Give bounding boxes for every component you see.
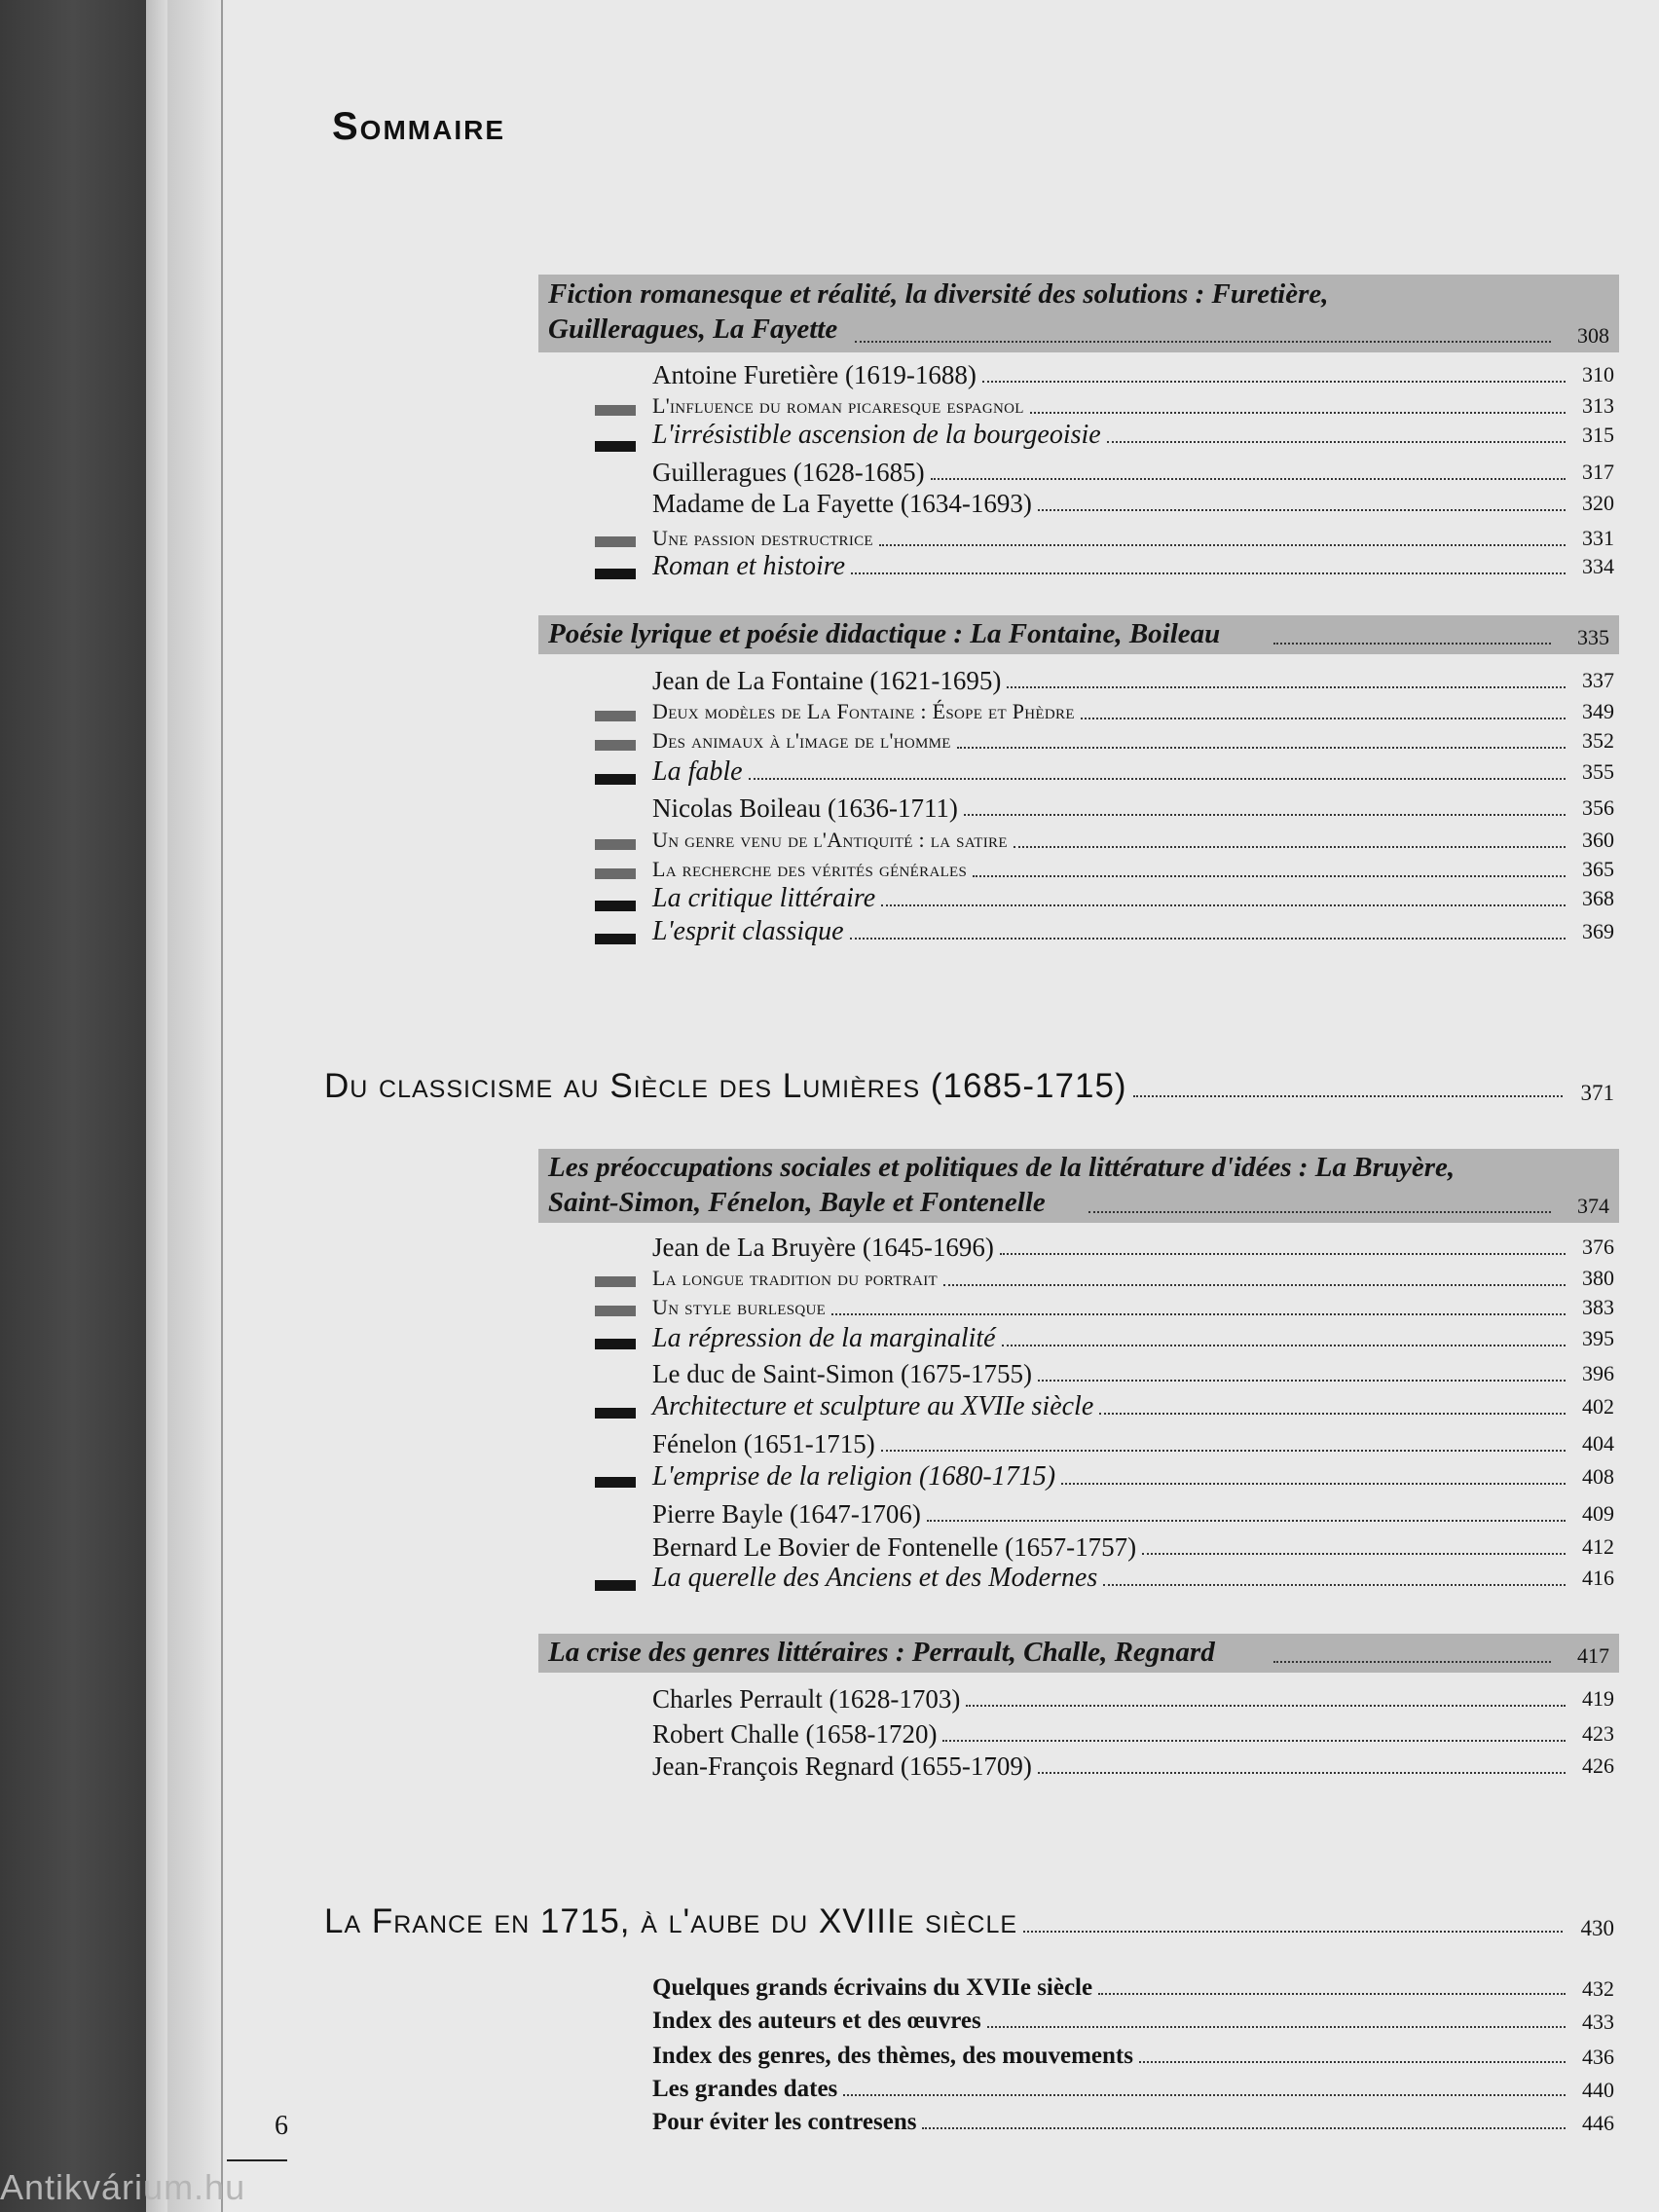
- toc-entry[interactable]: [652, 1751, 1614, 1781]
- entry-page: 423: [1582, 1721, 1614, 1746]
- annex-page: 433: [1582, 2009, 1614, 2034]
- section-heading-4-line-1: La crise des genres littéraires : Perrault, Challe, Regnard: [548, 1637, 1215, 1668]
- leader-dots: [931, 478, 1566, 480]
- toc-entry[interactable]: [652, 1233, 1614, 1262]
- entry-title: Jean-François Regnard (1655-1709): [652, 1751, 1032, 1781]
- leader-dots: [1099, 1413, 1566, 1415]
- toc-entry[interactable]: [652, 1499, 1614, 1529]
- entry-page: 412: [1582, 1534, 1614, 1559]
- entry-title: Guilleragues (1628-1685): [652, 458, 925, 487]
- entry-page: 331: [1582, 526, 1614, 550]
- toc-entry[interactable]: [652, 1462, 1614, 1492]
- entry-title: Bernard Le Bovier de Fontenelle (1657-1757): [652, 1532, 1137, 1562]
- entry-title: Jean de La Fontaine (1621-1695): [652, 666, 1002, 695]
- part-heading[interactable]: [324, 1902, 1614, 1941]
- grey-bullet-marker: [595, 405, 636, 416]
- leader-dots: [881, 904, 1566, 906]
- entry-page: 416: [1582, 1566, 1614, 1590]
- leader-dots: [881, 1450, 1566, 1452]
- part-page: 371: [1580, 1081, 1614, 1105]
- page-fold-line: [221, 0, 223, 2212]
- entry-title: L'irrésistible ascension de la bourgeoisie: [652, 420, 1101, 450]
- leader-dots: [1007, 686, 1566, 688]
- entry-title: La répression de la marginalité: [652, 1323, 996, 1353]
- annex-entry[interactable]: [652, 2107, 1614, 2136]
- toc-entry[interactable]: [652, 1532, 1614, 1562]
- entry-page: 396: [1582, 1361, 1614, 1385]
- part-heading[interactable]: [324, 1067, 1614, 1106]
- leader-dots: [1038, 1772, 1566, 1774]
- section-heading-1[interactable]: [538, 275, 1619, 352]
- entry-title: L'esprit classique: [652, 916, 844, 946]
- part-page: 430: [1580, 1916, 1614, 1940]
- page-title: Sommaire: [332, 105, 506, 148]
- leader-dots: [1088, 1211, 1551, 1213]
- toc-entry[interactable]: [652, 697, 1614, 726]
- leader-dots: [1273, 643, 1551, 645]
- section-heading-2-line-1: Poésie lyrique et poésie didactique : La Fontaine, Boileau: [548, 618, 1221, 649]
- annex-title: Index des genres, des thèmes, des mouvements: [652, 2043, 1133, 2069]
- leader-dots: [973, 875, 1566, 877]
- leader-dots: [1133, 1095, 1563, 1097]
- black-bullet-marker: [595, 1580, 636, 1591]
- toc-entry[interactable]: [652, 552, 1614, 581]
- leader-dots: [1014, 846, 1566, 848]
- entry-title: Le duc de Saint-Simon (1675-1755): [652, 1359, 1032, 1388]
- grey-bullet-marker: [595, 1276, 636, 1287]
- leader-dots: [1030, 412, 1566, 414]
- page-number-rule: [227, 2159, 287, 2161]
- entry-page: 360: [1582, 828, 1614, 852]
- annex-entry[interactable]: [652, 2041, 1614, 2070]
- entry-title: Robert Challe (1658-1720): [652, 1719, 938, 1749]
- leader-dots: [879, 544, 1566, 546]
- entry-title: Roman et histoire: [652, 551, 846, 581]
- toc-entry[interactable]: [652, 1264, 1614, 1293]
- entry-page: 376: [1582, 1235, 1614, 1259]
- entry-page: 356: [1582, 795, 1614, 820]
- toc-entry[interactable]: [652, 855, 1614, 884]
- entry-title: Fénelon (1651-1715): [652, 1429, 875, 1458]
- leader-dots: [1107, 441, 1566, 443]
- leader-dots: [831, 1313, 1566, 1315]
- entry-page: 337: [1582, 668, 1614, 692]
- leader-dots: [1038, 509, 1566, 511]
- entry-page: 315: [1582, 423, 1614, 447]
- leader-dots: [1023, 1931, 1563, 1933]
- entry-page: 355: [1582, 759, 1614, 784]
- toc-entry[interactable]: [652, 1359, 1614, 1388]
- entry-title: Une passion destructrice: [652, 526, 873, 550]
- annex-entry[interactable]: [652, 2006, 1614, 2035]
- toc-entry[interactable]: [652, 391, 1614, 421]
- leader-dots: [1142, 1553, 1566, 1555]
- grey-bullet-marker: [595, 536, 636, 547]
- toc-entry[interactable]: [652, 524, 1614, 553]
- leader-dots: [1000, 1253, 1566, 1255]
- part-title: Du classicisme au Siècle des Lumières (1685-1715): [324, 1067, 1127, 1105]
- leader-dots: [1098, 1993, 1566, 1995]
- entry-page: 349: [1582, 699, 1614, 723]
- entry-page: 404: [1582, 1431, 1614, 1456]
- black-bullet-marker: [595, 1408, 636, 1419]
- leader-dots: [922, 2127, 1566, 2129]
- toc-entry[interactable]: [652, 666, 1614, 695]
- section-page: 335: [1577, 625, 1609, 649]
- part-title: La France en 1715, à l'aube du XVIIIe siècle: [324, 1902, 1018, 1940]
- entry-title: Un genre venu de l'Antiquité : la satire: [652, 828, 1008, 852]
- black-bullet-marker: [595, 774, 636, 785]
- leader-dots: [943, 1284, 1566, 1286]
- entry-page: 408: [1582, 1464, 1614, 1489]
- black-bullet-marker: [595, 901, 636, 911]
- section-heading-3-line-2: Saint-Simon, Fénelon, Bayle et Fontenelle: [548, 1187, 1046, 1218]
- entry-page: 320: [1582, 491, 1614, 515]
- entry-title: Charles Perrault (1628-1703): [652, 1684, 961, 1714]
- leader-dots: [942, 1740, 1566, 1742]
- leader-dots: [855, 341, 1551, 343]
- annex-title: Les grandes dates: [652, 2076, 838, 2102]
- section-heading-1-line-1: Fiction romanesque et réalité, la diversité des solutions : Furetière,: [548, 278, 1329, 310]
- entry-page: 352: [1582, 728, 1614, 753]
- entry-title: Madame de La Fayette (1634-1693): [652, 489, 1032, 518]
- watermark: Antikvárium.hu: [0, 2167, 246, 2207]
- section-heading-3-line-1: Les préoccupations sociales et politiques de la littérature d'idées : La Bruyère,: [548, 1152, 1456, 1183]
- section-page: 417: [1577, 1643, 1609, 1668]
- leader-dots: [927, 1520, 1566, 1522]
- leader-dots: [982, 381, 1566, 383]
- toc-entry[interactable]: [652, 726, 1614, 756]
- entry-page: 313: [1582, 393, 1614, 418]
- entry-page: 409: [1582, 1501, 1614, 1526]
- entry-page: 426: [1582, 1753, 1614, 1778]
- annex-page: 432: [1582, 1976, 1614, 2001]
- toc-entry[interactable]: [652, 421, 1614, 450]
- leader-dots: [1002, 1345, 1566, 1346]
- annex-page: 440: [1582, 2078, 1614, 2102]
- annex-title: Pour éviter les contresens: [652, 2109, 917, 2135]
- binder-background: [0, 0, 146, 2212]
- page-shadow: [167, 0, 226, 2212]
- entry-page: 365: [1582, 857, 1614, 881]
- black-bullet-marker: [595, 441, 636, 452]
- entry-page: 380: [1582, 1266, 1614, 1290]
- black-bullet-marker: [595, 1339, 636, 1349]
- toc-entry[interactable]: [652, 1429, 1614, 1458]
- entry-page: 317: [1582, 460, 1614, 484]
- grey-bullet-marker: [595, 740, 636, 751]
- leader-dots: [1273, 1661, 1551, 1663]
- toc-entry[interactable]: [652, 1684, 1614, 1714]
- toc-entry[interactable]: [652, 1293, 1614, 1322]
- toc-entry[interactable]: [652, 826, 1614, 855]
- entry-page: 419: [1582, 1686, 1614, 1711]
- entry-title: La critique littéraire: [652, 883, 876, 913]
- leader-dots: [1038, 1380, 1566, 1382]
- grey-bullet-marker: [595, 868, 636, 879]
- section-page: 308: [1577, 323, 1609, 348]
- entry-title: Antoine Furetière (1619-1688): [652, 360, 977, 389]
- leader-dots: [1081, 718, 1566, 719]
- leader-dots: [964, 814, 1566, 816]
- entry-title: L'influence du roman picaresque espagnol: [652, 393, 1024, 418]
- leader-dots: [749, 778, 1566, 780]
- entry-title: La longue tradition du portrait: [652, 1266, 938, 1290]
- grey-bullet-marker: [595, 839, 636, 850]
- grey-bullet-marker: [595, 1306, 636, 1316]
- leader-dots: [851, 572, 1566, 574]
- page-number: 6: [275, 2111, 288, 2141]
- toc-entry[interactable]: [652, 917, 1614, 946]
- entry-title: Un style burlesque: [652, 1295, 827, 1319]
- leader-dots: [843, 2094, 1566, 2096]
- annex-page: 446: [1582, 2111, 1614, 2135]
- toc-entry[interactable]: [652, 1719, 1614, 1749]
- toc-entry[interactable]: [652, 884, 1614, 913]
- toc-entry[interactable]: [652, 489, 1614, 518]
- toc-entry[interactable]: [652, 360, 1614, 389]
- entry-title: Jean de La Bruyère (1645-1696): [652, 1233, 994, 1262]
- entry-title: Des animaux à l'image de l'homme: [652, 728, 951, 753]
- toc-entry[interactable]: [652, 1564, 1614, 1593]
- section-heading-4[interactable]: [538, 1634, 1619, 1673]
- entry-title: La recherche des vérités générales: [652, 857, 968, 881]
- toc-entry[interactable]: [652, 793, 1614, 823]
- leader-dots: [987, 2026, 1566, 2028]
- leader-dots: [850, 938, 1566, 940]
- annex-entry[interactable]: [652, 1972, 1614, 2002]
- entry-title: Nicolas Boileau (1636-1711): [652, 793, 958, 823]
- leader-dots: [957, 747, 1566, 749]
- section-heading-1-line-2: Guilleragues, La Fayette: [548, 313, 838, 345]
- section-heading-2[interactable]: [538, 615, 1619, 654]
- leader-dots: [1103, 1584, 1566, 1586]
- leader-dots: [966, 1705, 1566, 1707]
- grey-bullet-marker: [595, 711, 636, 721]
- entry-page: 402: [1582, 1394, 1614, 1419]
- section-page: 374: [1577, 1194, 1609, 1218]
- toc-entry[interactable]: [652, 1324, 1614, 1353]
- black-bullet-marker: [595, 569, 636, 579]
- toc-entry[interactable]: [652, 1392, 1614, 1421]
- annex-title: Quelques grands écrivains du XVIIe siècle: [652, 1974, 1093, 2001]
- entry-title: L'emprise de la religion (1680-1715): [652, 1461, 1056, 1492]
- black-bullet-marker: [595, 934, 636, 944]
- entry-page: 368: [1582, 886, 1614, 910]
- section-heading-3[interactable]: [538, 1149, 1619, 1223]
- entry-title: La querelle des Anciens et des Modernes: [652, 1563, 1098, 1593]
- black-bullet-marker: [595, 1477, 636, 1488]
- entry-page: 369: [1582, 919, 1614, 943]
- annex-page: 436: [1582, 2045, 1614, 2069]
- entry-page: 334: [1582, 554, 1614, 578]
- leader-dots: [1139, 2061, 1566, 2063]
- toc-entry[interactable]: [652, 458, 1614, 487]
- entry-page: 395: [1582, 1326, 1614, 1350]
- entry-page: 310: [1582, 362, 1614, 387]
- annex-title: Index des auteurs et des œuvres: [652, 2008, 981, 2034]
- entry-page: 383: [1582, 1295, 1614, 1319]
- entry-title: La fable: [652, 756, 743, 787]
- toc-entry[interactable]: [652, 757, 1614, 787]
- entry-title: Deux modèles de La Fontaine : Ésope et Phèdre: [652, 699, 1075, 723]
- leader-dots: [1061, 1483, 1566, 1485]
- entry-title: Pierre Bayle (1647-1706): [652, 1499, 921, 1529]
- annex-entry[interactable]: [652, 2074, 1614, 2103]
- entry-title: Architecture et sculpture au XVIIe siècle: [652, 1391, 1094, 1421]
